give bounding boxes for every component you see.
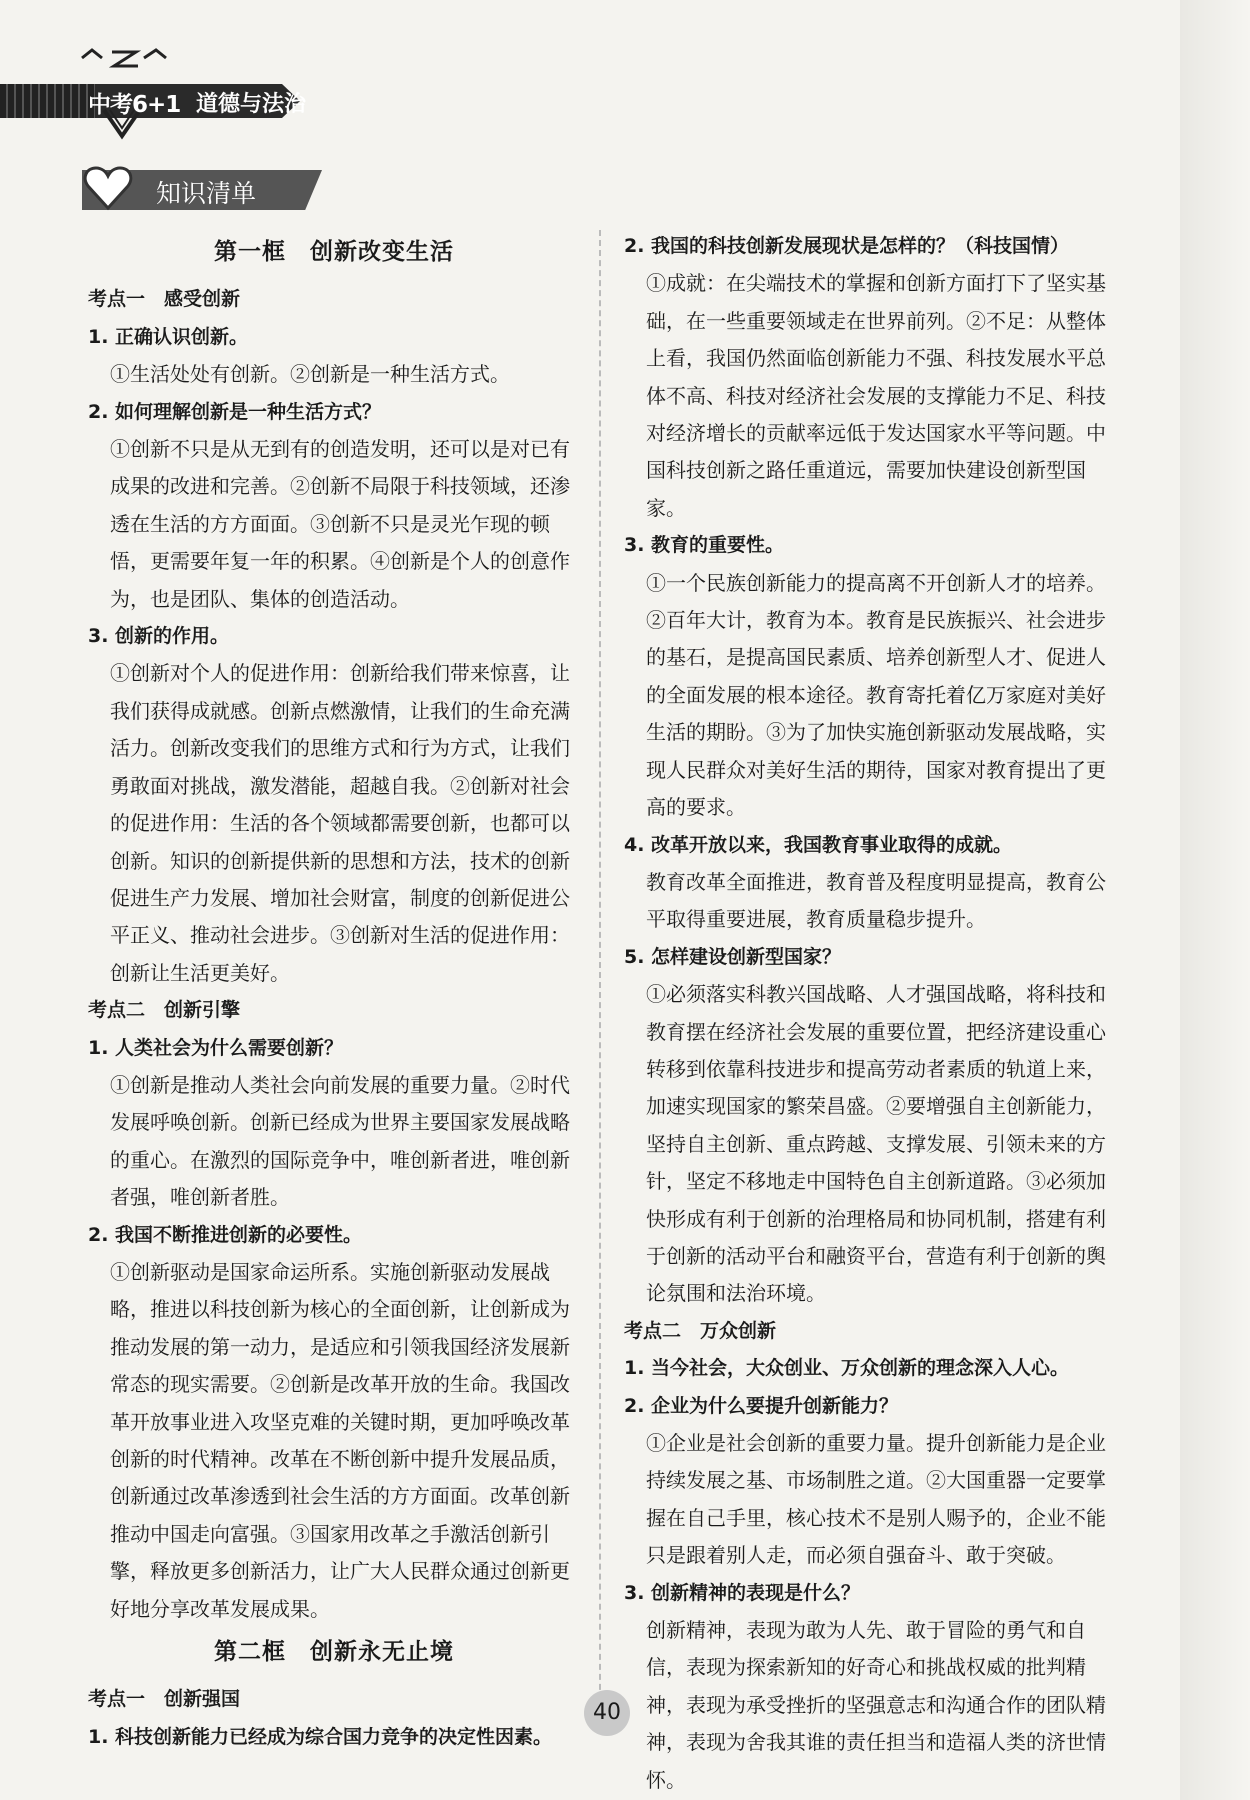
answer-text: 创新精神，表现为敢为人先、敢于冒险的勇气和自信，表现为探索新知的好奇心和挑战权威的批判精神，表现为承受挫折的坚强意志和沟通合作的团队精神，表现为舍我其谁的责任担当和造福人类的济世情怀。	[646, 1618, 1106, 1792]
question: 2. 我国不断推进创新的必要性。	[88, 1223, 363, 1246]
answer-text: ①创新驱动是国家命运所系。实施创新驱动发展战略，推进以科技创新为核心的全面创新，让创新成为推动发展的第一动力，是适应和引领我国经济发展新常态的现实需要。②创新是改革开放的生命。我国改革开放事业进入攻坚克难的关键时期，更加呼唤改革创新的时代精神。改革在不断创新中提升发展品质，创新通过改革渗透到社会生活的方方面面。改革创新推动中国走向富强。③国家用改革之手激活创新引擎，释放更多创新活力，让广大人民群众通过创新更好地分享改革发展成果。	[110, 1259, 570, 1621]
answer-text: ①必须落实科教兴国战略、人才强国战略，将科技和教育摆在经济社会发展的重要位置，把经济建设重心转移到依靠科技进步和提高劳动者素质的轨道上来，加速实现国家的繁荣昌盛。②要增强自主创新能力，坚持自主创新、重点跨越、支撑发展、引领未来的方针，坚定不移地走中国特色自主创新道路。③必须加快形成有利于创新的治理格局和协同机制，搭建有利于创新的活动平台和融资平台，营造有利于创新的舆论氛围和法治环境。	[646, 982, 1106, 1306]
question: 1. 正确认识创新。	[88, 325, 249, 348]
right-column	[624, 228, 1118, 1799]
subject-title: 道德与法治	[196, 92, 307, 117]
question: 2. 企业为什么要提升创新能力？	[624, 1394, 899, 1417]
answer-text: ①一个民族创新能力的提高离不开创新人才的培养。②百年大计，教育为本。教育是民族振兴、社会进步的基石，是提高国民素质、培养创新型人才、促进人的全面发展的根本途径。教育寄托着亿万家庭对美好生活的期盼。③为了加快实施创新驱动发展战略，实现人民群众对美好生活的期待，国家对教育提出了更高的要求。	[646, 570, 1106, 820]
question: 1. 人类社会为什么需要创新？	[88, 1036, 344, 1059]
left-column	[88, 228, 580, 1756]
question: 5. 怎样建设创新型国家？	[624, 945, 842, 968]
answer-text: ①创新是推动人类社会向前发展的重要力量。②时代发展呼唤创新。创新已经成为世界主要国家发展战略的重心。在激烈的国际竞争中，唯创新者进，唯创新者强，唯创新者胜。	[110, 1072, 570, 1210]
question: 2. 我国的科技创新发展现状是怎样的？（科技国情）	[624, 235, 1070, 257]
answer-text: ①生活处处有创新。②创新是一种生活方式。	[110, 362, 510, 387]
topic-heading: 考点一 创新强国	[88, 1688, 241, 1711]
page-edge	[1180, 0, 1250, 1800]
heart-icon	[82, 162, 134, 214]
question: 4. 改革开放以来，我国教育事业取得的成就。	[624, 833, 1013, 856]
brand-name: 中考6+1	[88, 92, 181, 118]
question: 3. 教育的重要性。	[624, 534, 785, 557]
topic-heading: 考点二 万众创新	[624, 1319, 777, 1342]
answer-text: ①创新对个人的促进作用：创新给我们带来惊喜，让我们获得成就感。创新点燃激情，让我们的生命充满活力。创新改变我们的思维方式和行为方式，让我们勇敢面对挑战，激发潜能，超越自我。②创新对社会的促进作用：生活的各个领域都需要创新，也都可以创新。知识的创新提供新的思想和方法，技术的创新促进生产力发展、增加社会财富，制度的创新促进公平正义、推动社会进步。③创新对生活的促进作用：创新让生活更美好。	[110, 661, 570, 985]
answer-text: ①成就：在尖端技术的掌握和创新方面打下了坚实基础，在一些重要领域走在世界前列。②不足：从整体上看，我国仍然面临创新能力不强、科技发展水平总体不高、科技对经济社会发展的支撑能力不足、科技对经济增长的贡献率远低于发达国家水平等问题。中国科技创新之路任重道远，需要加快建设创新型国家。	[646, 271, 1106, 520]
question: 2. 如何理解创新是一种生活方式？	[88, 400, 382, 423]
question: 1. 当今社会，大众创业、万众创新的理念深入人心。	[624, 1357, 1070, 1380]
section-title: 知识清单	[156, 179, 257, 208]
question: 1. 科技创新能力已经成为综合国力竞争的决定性因素。	[88, 1725, 553, 1748]
topic-heading: 考点一 感受创新	[88, 288, 241, 311]
column-divider	[599, 230, 601, 1720]
frame-heading: 第一框 创新改变生活	[214, 239, 454, 265]
question: 3. 创新精神的表现是什么？	[624, 1581, 861, 1604]
topic-heading: 考点二 创新引擎	[88, 999, 241, 1022]
answer-text: ①企业是社会创新的重要力量。提升创新能力是企业持续发展之基、市场制胜之道。②大国重器一定要掌握在自己手里，核心技术不是别人赐予的，企业不能只是跟着别人走，而必须自强奋斗、敢于突破。	[646, 1431, 1106, 1568]
question: 3. 创新的作用。	[88, 625, 230, 648]
answer-text: 教育改革全面推进，教育普及程度明显提高，教育公平取得重要进展，教育质量稳步提升。	[646, 869, 1106, 932]
frame-heading: 第二框 创新永无止境	[214, 1639, 454, 1666]
page-number: 40	[584, 1690, 630, 1736]
answer-text: ①创新不只是从无到有的创造发明，还可以是对已有成果的改进和完善。②创新不局限于科技领域，还渗透在生活的方方面面。③创新不只是灵光乍现的顿悟，更需要年复一年的积累。④创新是个人的创意作为，也是团队、集体的创造活动。	[110, 437, 570, 611]
